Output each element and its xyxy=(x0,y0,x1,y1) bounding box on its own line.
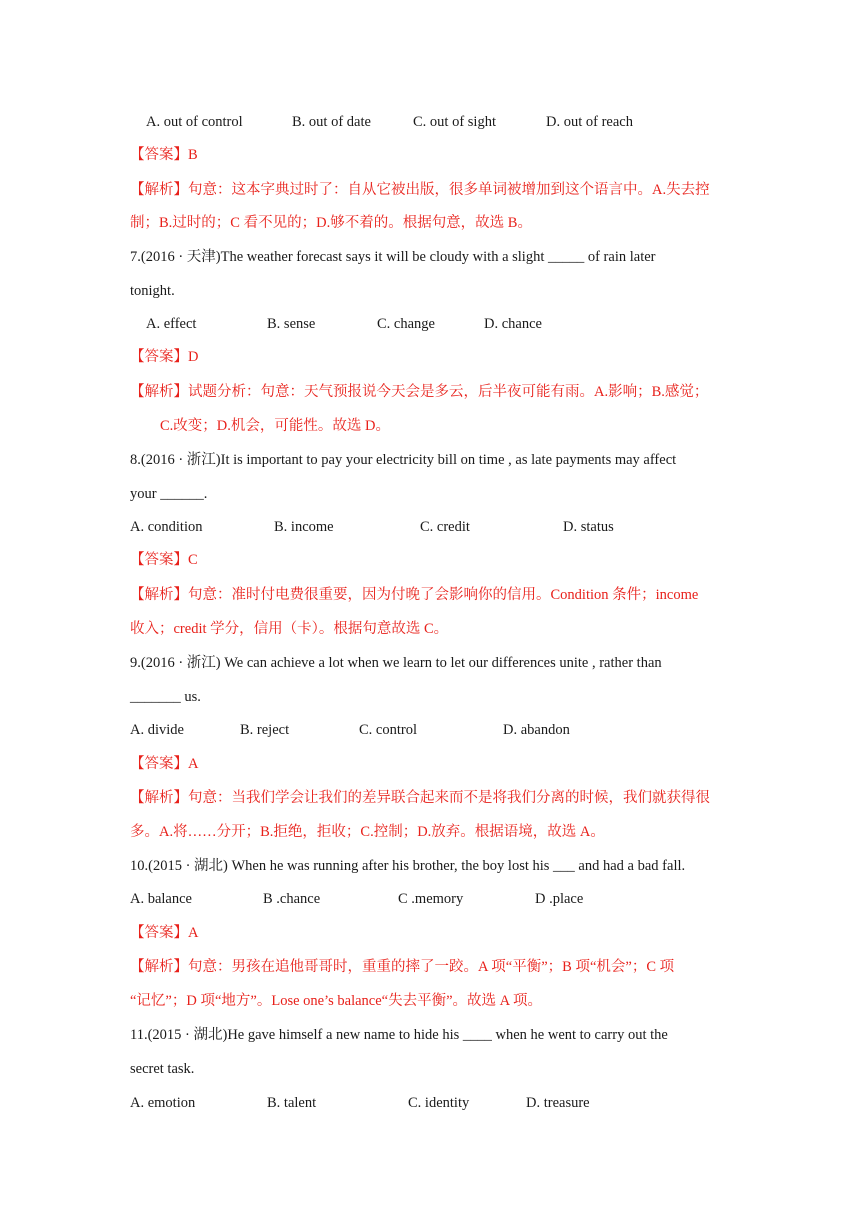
q10-option-b: B .chance xyxy=(263,891,321,907)
q9-option-d: D. abandon xyxy=(503,722,570,738)
q8-option-b: B. income xyxy=(274,519,334,535)
q7-option-b: B. sense xyxy=(267,316,316,332)
q9-option-b: B. reject xyxy=(240,722,290,738)
q9-option-a: A. divide xyxy=(130,722,184,738)
q8-options xyxy=(0,517,860,537)
q6-options xyxy=(0,112,860,132)
q11-option-c: C. identity xyxy=(408,1095,470,1111)
q9-analysis-line2: 多。A.将……分开；B.拒绝，拒收；C.控制；D.放弃。根据语境，故选 A。 xyxy=(130,824,605,840)
q7-stem-line1: 7.(2016 · 天津)The weather forecast says it will be cloudy with a slight _____ of rain later xyxy=(130,249,656,265)
q11-option-d: D. treasure xyxy=(526,1095,590,1111)
q6-analysis-line1: 【解析】句意：这本字典过时了：自从它被出版，很多单词被增加到这个语言中。A.失去控 xyxy=(130,182,710,198)
q10-option-d: D .place xyxy=(535,891,584,907)
q9-options xyxy=(0,720,860,740)
q7-stem-line2: tonight. xyxy=(130,283,175,299)
q7-answer: 【答案】D xyxy=(130,349,199,365)
q8-stem-line2: your ______. xyxy=(130,486,208,502)
q11-option-b: B. talent xyxy=(267,1095,317,1111)
q9-answer: 【答案】A xyxy=(130,756,199,772)
q8-analysis-line1: 【解析】句意：准时付电费很重要，因为付晚了会影响你的信用。Condition 条件；income xyxy=(130,587,699,603)
q7-option-a: A. effect xyxy=(146,316,197,332)
q9-analysis-line1: 【解析】句意：当我们学会让我们的差异联合起来而不是将我们分离的时候，我们就获得很 xyxy=(130,790,710,806)
q8-stem-line1: 8.(2016 · 浙江)It is important to pay your electricity bill on time , as late payments may affect xyxy=(130,452,677,468)
q7-analysis-line1: 【解析】试题分析：句意：天气预报说今天会是多云，后半夜可能有雨。A.影响；B.感觉； xyxy=(130,384,709,400)
q11-stem-line2: secret task. xyxy=(130,1061,195,1077)
q8-analysis-line2: 收入；credit 学分，信用（卡）。根据句意故选 C。 xyxy=(130,621,449,637)
q6-analysis-line2: 制；B.过时的；C 看不见的；D.够不着的。根据句意，故选 B。 xyxy=(130,215,532,231)
q10-option-c: C .memory xyxy=(398,891,464,907)
q10-options xyxy=(0,889,860,909)
q9-option-c: C. control xyxy=(359,722,417,738)
q9-stem-line2: _______ us. xyxy=(130,689,201,705)
q10-option-a: A. balance xyxy=(130,891,192,907)
q7-analysis-line2: C.改变；D.机会，可能性。故选 D。 xyxy=(160,418,390,434)
q8-option-c: C. credit xyxy=(420,519,470,535)
q8-answer: 【答案】C xyxy=(130,552,198,568)
q6-option-d: D. out of reach xyxy=(546,114,633,130)
q8-option-a: A. condition xyxy=(130,519,203,535)
q9-stem-line1: 9.(2016 · 浙江) We can achieve a lot when we learn to let our differences unite , rather than xyxy=(130,655,662,671)
q7-option-c: C. change xyxy=(377,316,435,332)
q7-options xyxy=(0,314,860,334)
q11-stem-line1: 11.(2015 · 湖北)He gave himself a new name to hide his ____ when he went to carry out the xyxy=(130,1027,668,1043)
q11-options xyxy=(0,1093,860,1113)
q10-stem-line1: 10.(2015 · 湖北) When he was running after his brother, the boy lost his ___ and had a bad fall. xyxy=(130,858,686,874)
q6-option-c: C. out of sight xyxy=(413,114,496,130)
q10-analysis-line1: 【解析】句意：男孩在追他哥哥时，重重的摔了一跤。A 项“平衡”；B 项“机会”；C 项 xyxy=(130,959,675,975)
q10-analysis-line2: “记忆”；D 项“地方”。Lose one’s balance“失去平衡”。故选 A 项。 xyxy=(130,993,542,1009)
q6-option-b: B. out of date xyxy=(292,114,371,130)
q11-option-a: A. emotion xyxy=(130,1095,196,1111)
q7-option-d: D. chance xyxy=(484,316,542,332)
q10-answer: 【答案】A xyxy=(130,925,199,941)
q6-option-a: A. out of control xyxy=(146,114,243,130)
q8-option-d: D. status xyxy=(563,519,614,535)
q6-answer: 【答案】B xyxy=(130,147,198,163)
